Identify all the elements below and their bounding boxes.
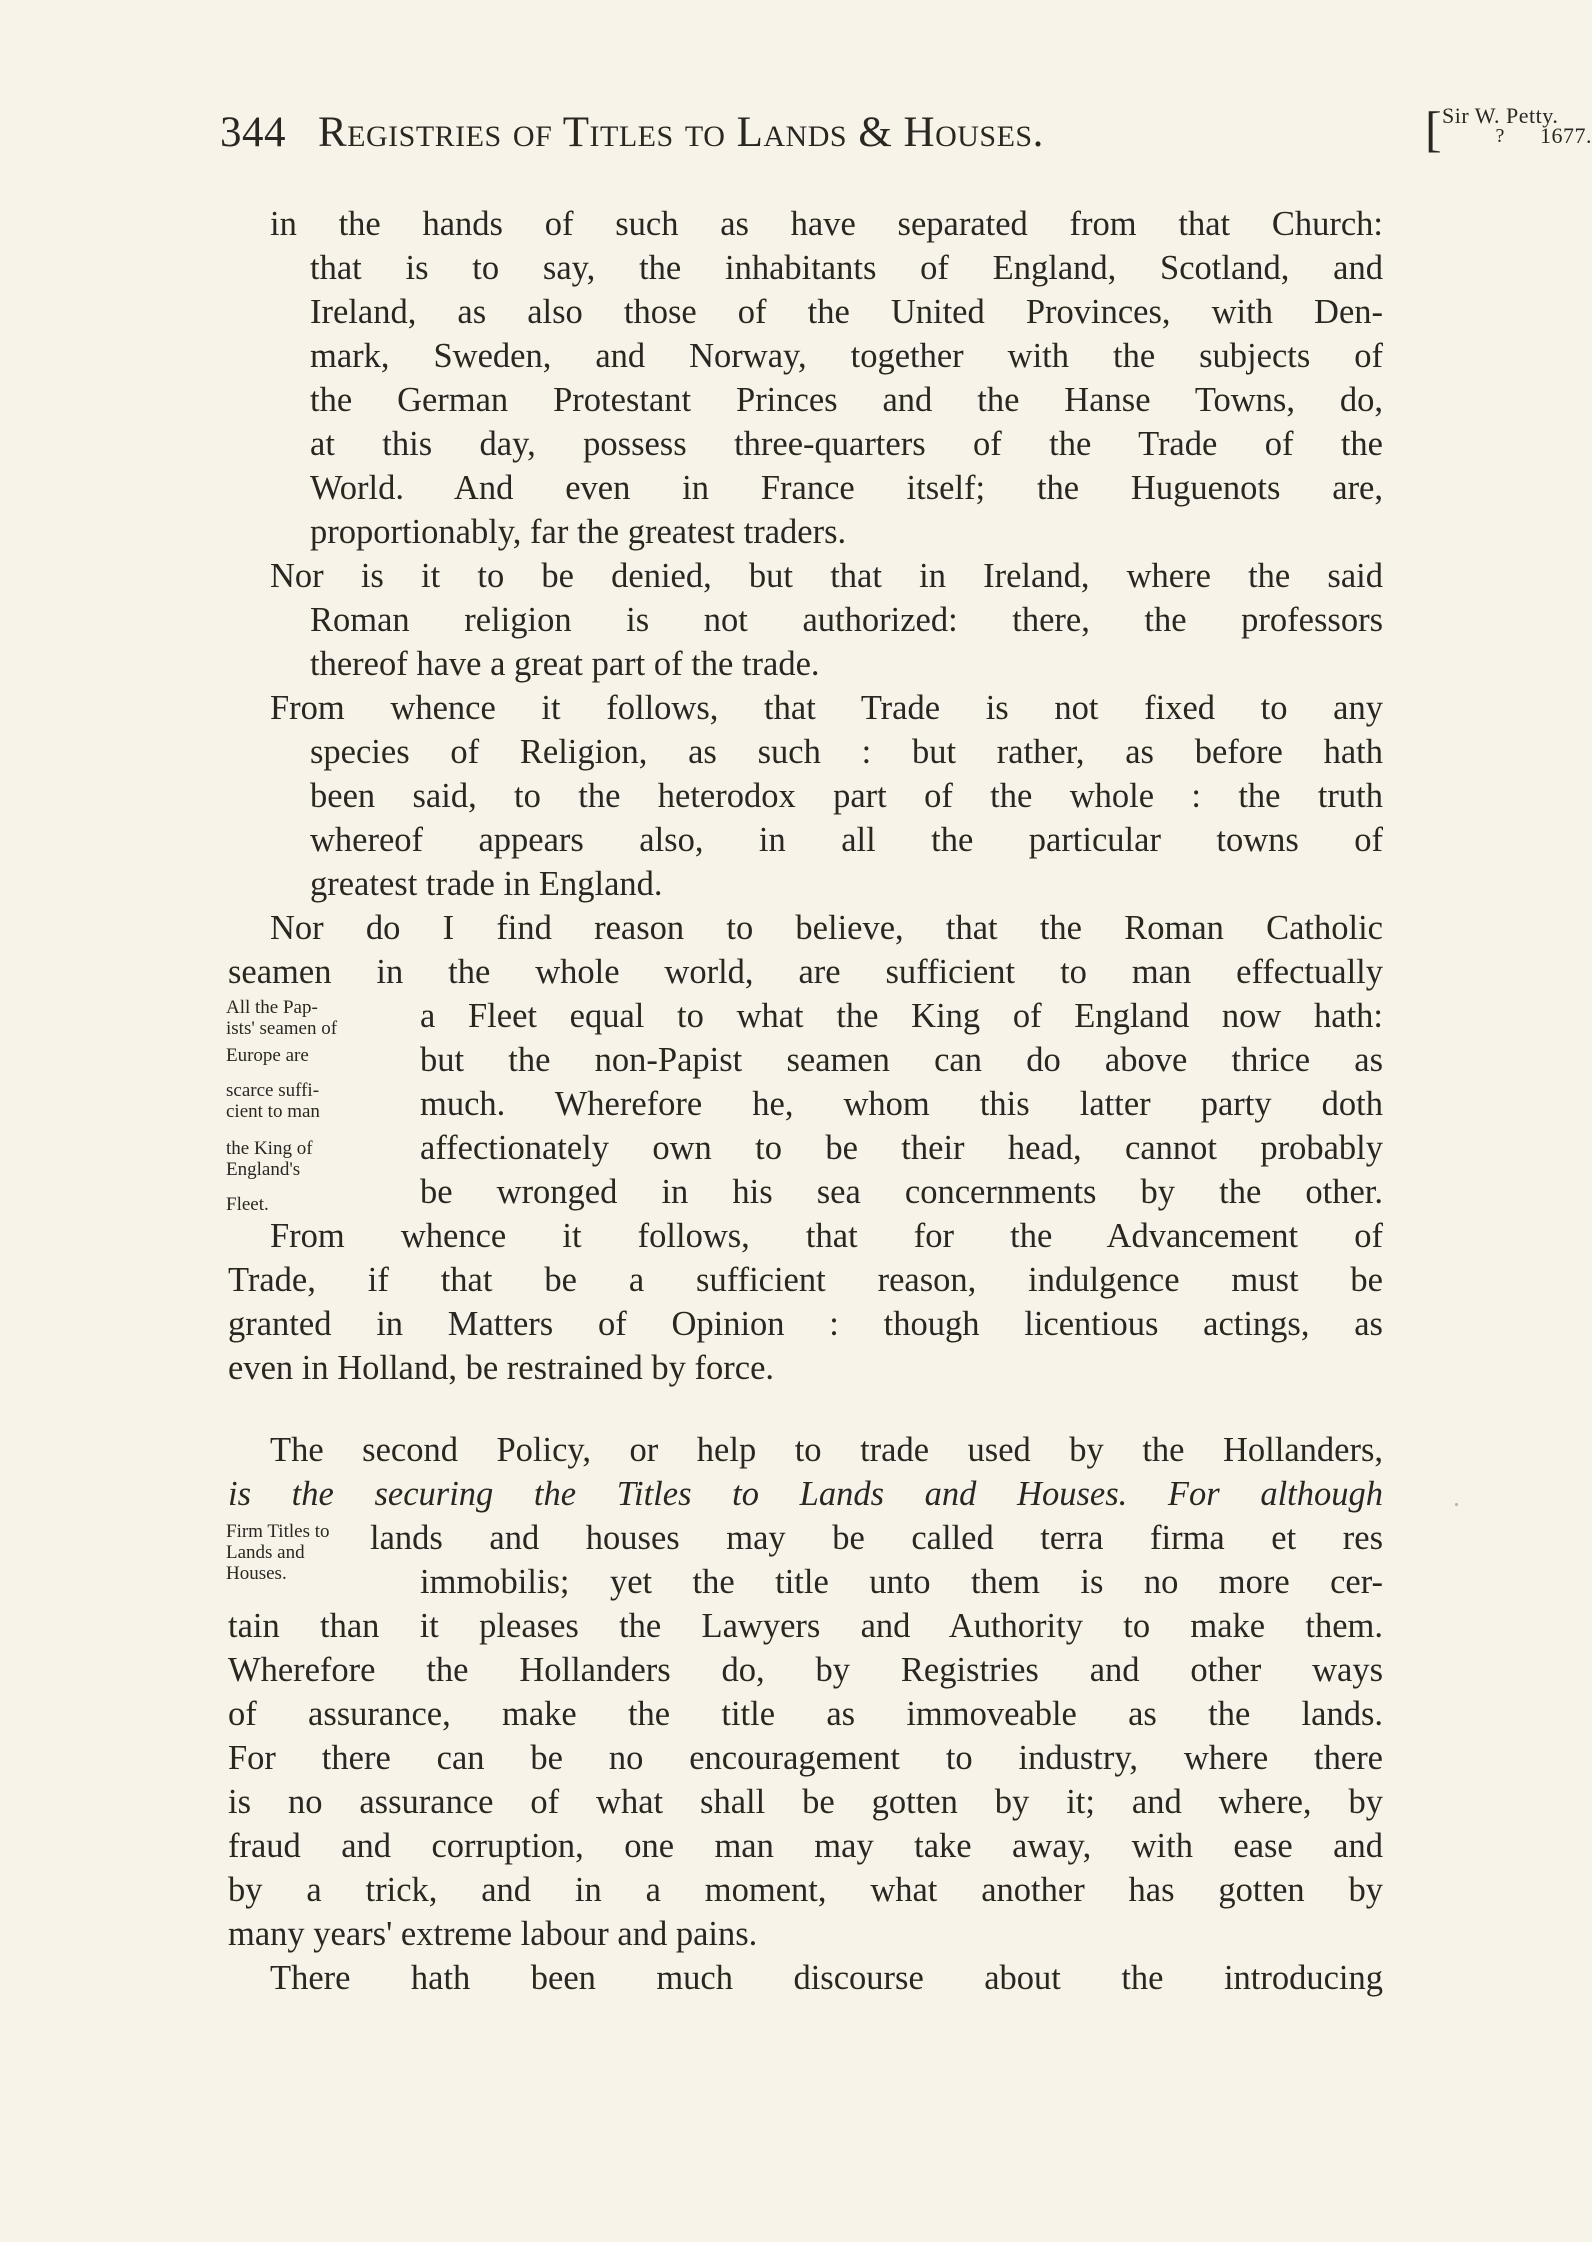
sidenote-line: All the Pap- <box>226 997 318 1018</box>
text-line: fraud and corruption, one man may take away, with ease and <box>228 1827 1383 1865</box>
text-line: be wronged in his sea concernments by the other. <box>420 1173 1383 1211</box>
header-date: 1677. <box>1540 123 1592 148</box>
text-line: World. And even in France itself; the Huguenots are, <box>310 469 1383 507</box>
text-line: seamen in the whole world, are sufficient to man effectually <box>228 953 1383 991</box>
header-bracket: [ <box>1425 101 1443 157</box>
header-author-query: ? <box>1495 125 1505 147</box>
text-line: Roman religion is not authorized: there, the professors <box>310 601 1383 639</box>
text-line: tain than it pleases the Lawyers and Authority to make them. <box>228 1607 1383 1645</box>
text-line: From whence it follows, that Trade is not fixed to any <box>270 689 1383 727</box>
text-line: greatest trade in England. <box>310 865 663 903</box>
sidenote-line: cient to man <box>226 1101 320 1122</box>
text-line: a Fleet equal to what the King of England now hath: <box>420 997 1383 1035</box>
running-title: Registries of Titles to Lands & Houses. <box>318 109 1044 156</box>
sidenote-line: England's <box>226 1159 301 1180</box>
text-line: immobilis; yet the title unto them is no more cer- <box>420 1563 1383 1601</box>
running-head <box>220 100 1592 160</box>
sidenote-line: Europe are <box>226 1045 309 1066</box>
text-line: in the hands of such as have separated from that Church: <box>270 205 1383 243</box>
page-number: 344 <box>220 109 286 156</box>
text-line: at this day, possess three-quarters of the Trade of the <box>310 425 1383 463</box>
text-line: thereof have a great part of the trade. <box>310 645 820 683</box>
text-line: that is to say, the inhabitants of England, Scotland, and <box>310 249 1383 287</box>
text-line: From whence it follows, that for the Advancement of <box>270 1217 1383 1255</box>
text-line: Trade, if that be a sufficient reason, indulgence must be <box>228 1261 1383 1299</box>
sidenote-line: Lands and <box>226 1542 305 1563</box>
text-line: Nor do I find reason to believe, that the Roman Catholic <box>270 909 1383 947</box>
sidenote-line: scarce suffi- <box>226 1080 320 1101</box>
text-line: proportionably, far the greatest traders. <box>310 513 847 551</box>
text-line: There hath been much discourse about the introducing <box>270 1959 1383 1997</box>
text-line: of assurance, make the title as immoveable as the lands. <box>228 1695 1383 1733</box>
text-line: The second Policy, or help to trade used by the Hollanders, <box>270 1431 1383 1469</box>
sidenote-line: the King of <box>226 1138 313 1159</box>
text-line: much. Wherefore he, whom this latter party doth <box>420 1085 1383 1123</box>
sidenote-titles <box>226 1521 330 1584</box>
text-line: granted in Matters of Opinion : though licentious actings, as <box>228 1305 1383 1343</box>
text-line: many years' extreme labour and pains. <box>228 1915 758 1953</box>
sidenote-line: Houses. <box>226 1563 287 1584</box>
text-line: Ireland, as also those of the United Provinces, with Den- <box>310 293 1383 331</box>
sidenote-line: ists' seamen of <box>226 1018 338 1039</box>
text-line: been said, to the heterodox part of the whole : the truth <box>310 777 1383 815</box>
text-line: Nor is it to be denied, but that in Ireland, where the said <box>270 557 1383 595</box>
text-line: is no assurance of what shall be gotten by it; and where, by <box>228 1783 1383 1821</box>
text-line: even in Holland, be restrained by force. <box>228 1349 775 1387</box>
text-line: lands and houses may be called terra firma et res <box>370 1519 1383 1557</box>
text-line: but the non-Papist seamen can do above thrice as <box>420 1041 1383 1079</box>
text-line: whereof appears also, in all the particular towns of <box>310 821 1383 859</box>
header-author-name: Sir W. Petty. <box>1442 103 1559 128</box>
sidenote-line: Firm Titles to <box>226 1521 330 1542</box>
text-line: the German Protestant Princes and the Hanse Towns, do, <box>310 381 1383 419</box>
sidenote-fleet <box>226 997 337 1215</box>
text-line: For there can be no encouragement to industry, where there <box>228 1739 1383 1777</box>
text-line: is the securing the Titles to Lands and Houses. For although <box>228 1475 1383 1513</box>
text-line: Wherefore the Hollanders do, by Registries and other ways <box>228 1651 1383 1689</box>
text-line: species of Religion, as such : but rather, as before hath <box>310 733 1383 771</box>
paper-speck <box>1455 1503 1458 1506</box>
text-line: by a trick, and in a moment, what another has gotten by <box>228 1871 1383 1909</box>
sidenote-line: Fleet. <box>226 1194 269 1215</box>
text-line: mark, Sweden, and Norway, together with the subjects of <box>310 337 1383 375</box>
text-line: affectionately own to be their head, cannot probably <box>420 1129 1383 1167</box>
